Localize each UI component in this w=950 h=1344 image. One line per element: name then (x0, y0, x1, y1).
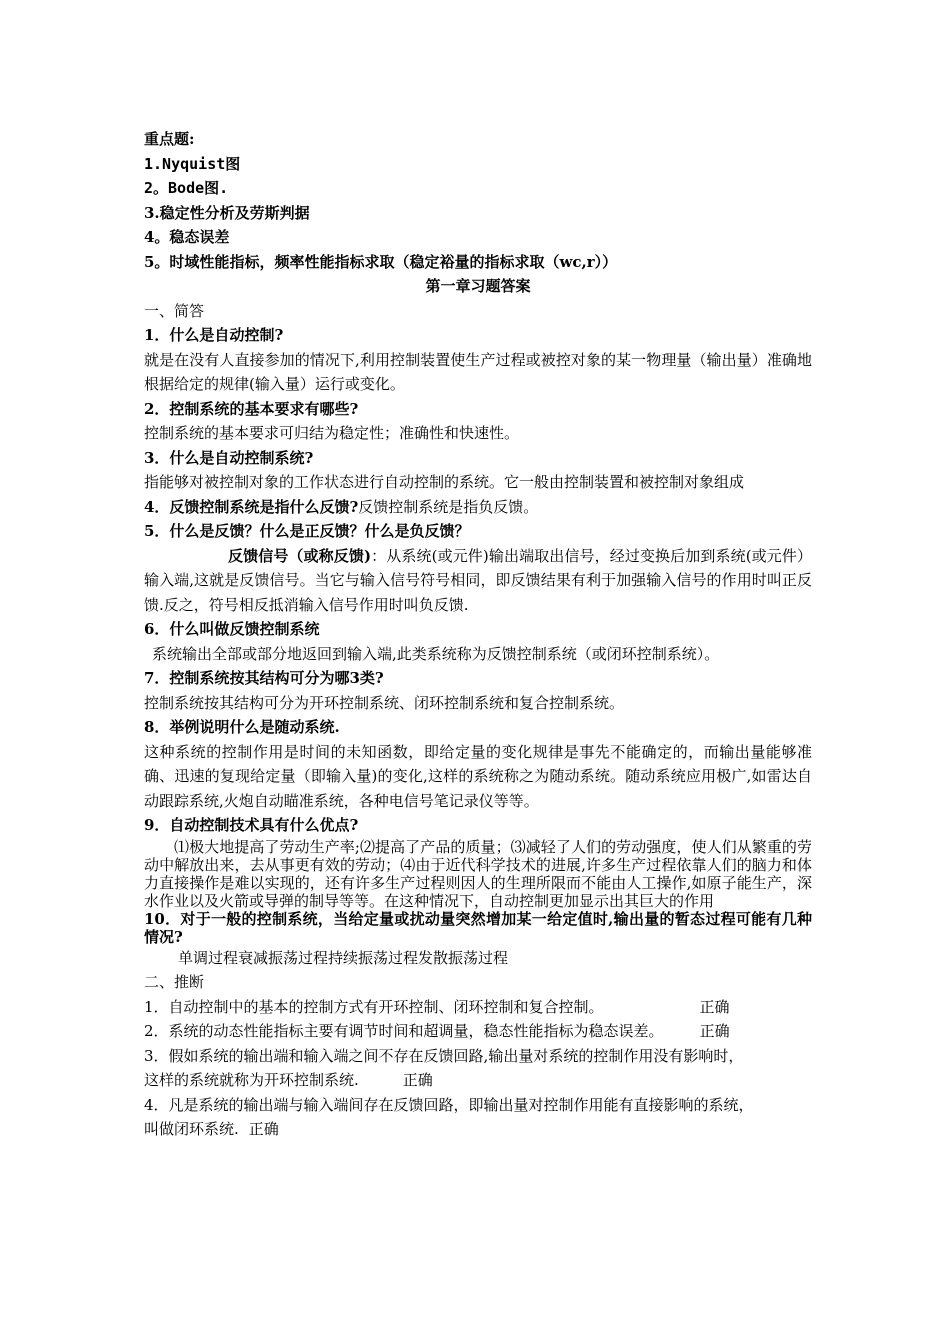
question-1: 1．什么是自动控制? (144, 326, 284, 344)
judgment-4-line-1: 4．凡是系统的输出端与输入端间存在反馈回路，即输出量对控制作用能有直接影响的系统， (144, 1095, 754, 1114)
judgment-1-verdict: 正确 (699, 997, 730, 1016)
question-9: 9．自动控制技术具有什么优点? (144, 816, 359, 834)
judgment-1 (144, 995, 812, 1020)
judgment-2-verdict: 正确 (699, 1022, 730, 1040)
answer-9: ⑴极大地提高了劳动生产率;⑵提高了产品的质量；⑶减轻了人们的劳动强度，使人们从繁重的劳动中解放出来，去从事更有效的劳动；⑷由于近代科学技术的进展,许多生产过程依靠人们的脑力和体力直接操作是难以实现的，还有许多生产过程则因人的生理所限而不能由人工操作,如原子能生产，深水作业以及火箭或导弹的制导等等。在这种情况下，自动控制更加显示出其巨大的作用 (144, 837, 812, 910)
judgment-3-text: 这样的系统就称为开环控制系统. (144, 1071, 359, 1089)
key-point-4: 4。稳态误差 (144, 228, 230, 246)
section-title-short-answer: 一、简答 (144, 301, 205, 320)
question-4-row (144, 495, 812, 520)
answer-10: 单调过程衰减振荡过程持续振荡过程发散振荡过程 (178, 948, 509, 967)
key-point-2: 2。Bode图. (144, 179, 229, 197)
key-point-5: 5。时域性能指标，频率性能指标求取（稳定裕量的指标求取（wc,r）） (144, 252, 618, 271)
key-point-3: 3.稳定性分析及劳斯判据 (144, 203, 310, 222)
answer-2: 控制系统的基本要求可归结为稳定性；准确性和快速性。 (144, 424, 520, 442)
answer-7: 控制系统按其结构可分为开环控制系统、闭环控制系统和复合控制系统。 (144, 693, 625, 712)
answer-6: 系统输出全部或部分地返回到输入端,此类系统称为反馈控制系统（或闭环控制系统）。 (152, 644, 720, 663)
key-point-1: 1.Nyquist图 (144, 154, 241, 173)
chapter-title: 第一章习题答案 (425, 277, 531, 295)
question-4: 4．反馈控制系统是指什么反馈? (144, 497, 359, 516)
answer-8: 这种系统的控制作用是时间的未知函数，即给定量的变化规律是事先不能确定的，而输出量能够准确、迅速的复现给定量（即输入量)的变化,这样的系统称之为随动系统。随动系统应用极广,如雷达自动跟踪系统,火炮自动瞄准系统，各种电信号笔记录仪等等。 (144, 742, 812, 810)
document-body (144, 127, 812, 1142)
judgment-4-verdict: 正确 (248, 1120, 279, 1138)
judgment-4-text: 叫做闭环系统. (144, 1120, 239, 1138)
answer-1: 就是在没有人直接参加的情况下,利用控制装置使生产过程或被控对象的某一物理量（输出量）准确地根据给定的规律(输入量）运行或变化。 (144, 350, 812, 393)
question-7: 7．控制系统按其结构可分为哪3类? (144, 669, 384, 687)
answer-3: 指能够对被控制对象的工作状态进行自动控制的系统。它一般由控制装置和被控制对象组成 (144, 473, 745, 491)
question-5: 5．什么是反馈？什么是正反馈？什么是负反馈？ (144, 522, 470, 540)
judgment-4-line-2 (144, 1117, 812, 1142)
section-title-judgment: 二、推断 (144, 973, 205, 991)
question-8: 8．举例说明什么是随动系统. (144, 718, 340, 736)
judgment-2-text: 2．系统的动态性能指标主要有调节时间和超调量，稳态性能指标为稳态误差。 (144, 1022, 664, 1040)
question-10: 10．对于一般的控制系统，当给定量或扰动量突然增加某一给定值时,输出量的暂态过程可能有几种情况? (144, 909, 812, 946)
question-2: 2．控制系统的基本要求有哪些? (144, 399, 359, 418)
answer-5-text: ：从系统(或元件)输出端取出信号，经过变换后加到系统(或元件）输入端,这就是反馈信号。当它与输入信号符号相同，即反馈结果有利于加强输入信号的作用时叫正反馈.反之，符号相反抵消输入信号作用时叫负反馈. (144, 546, 812, 614)
judgment-1-text: 1．自动控制中的基本的控制方式有开环控制、闭环控制和复合控制。 (144, 997, 604, 1016)
question-6: 6．什么叫做反馈控制系统 (144, 620, 320, 638)
judgment-3-line-1: 3．假如系统的输出端和输入端之间不存在反馈回路,输出量对系统的控制作用没有影响时， (144, 1046, 744, 1065)
key-points-heading: 重点题: (144, 130, 195, 148)
judgment-3-line-2 (144, 1068, 812, 1093)
answer-5 (144, 544, 812, 618)
answer-5-term: 反馈信号（或称反馈) (228, 546, 372, 565)
question-3: 3．什么是自动控制系统? (144, 448, 314, 467)
answer-4: 反馈控制系统是指负反馈。 (358, 497, 539, 516)
judgment-3-verdict: 正确 (402, 1071, 433, 1089)
judgment-2 (144, 1019, 812, 1044)
